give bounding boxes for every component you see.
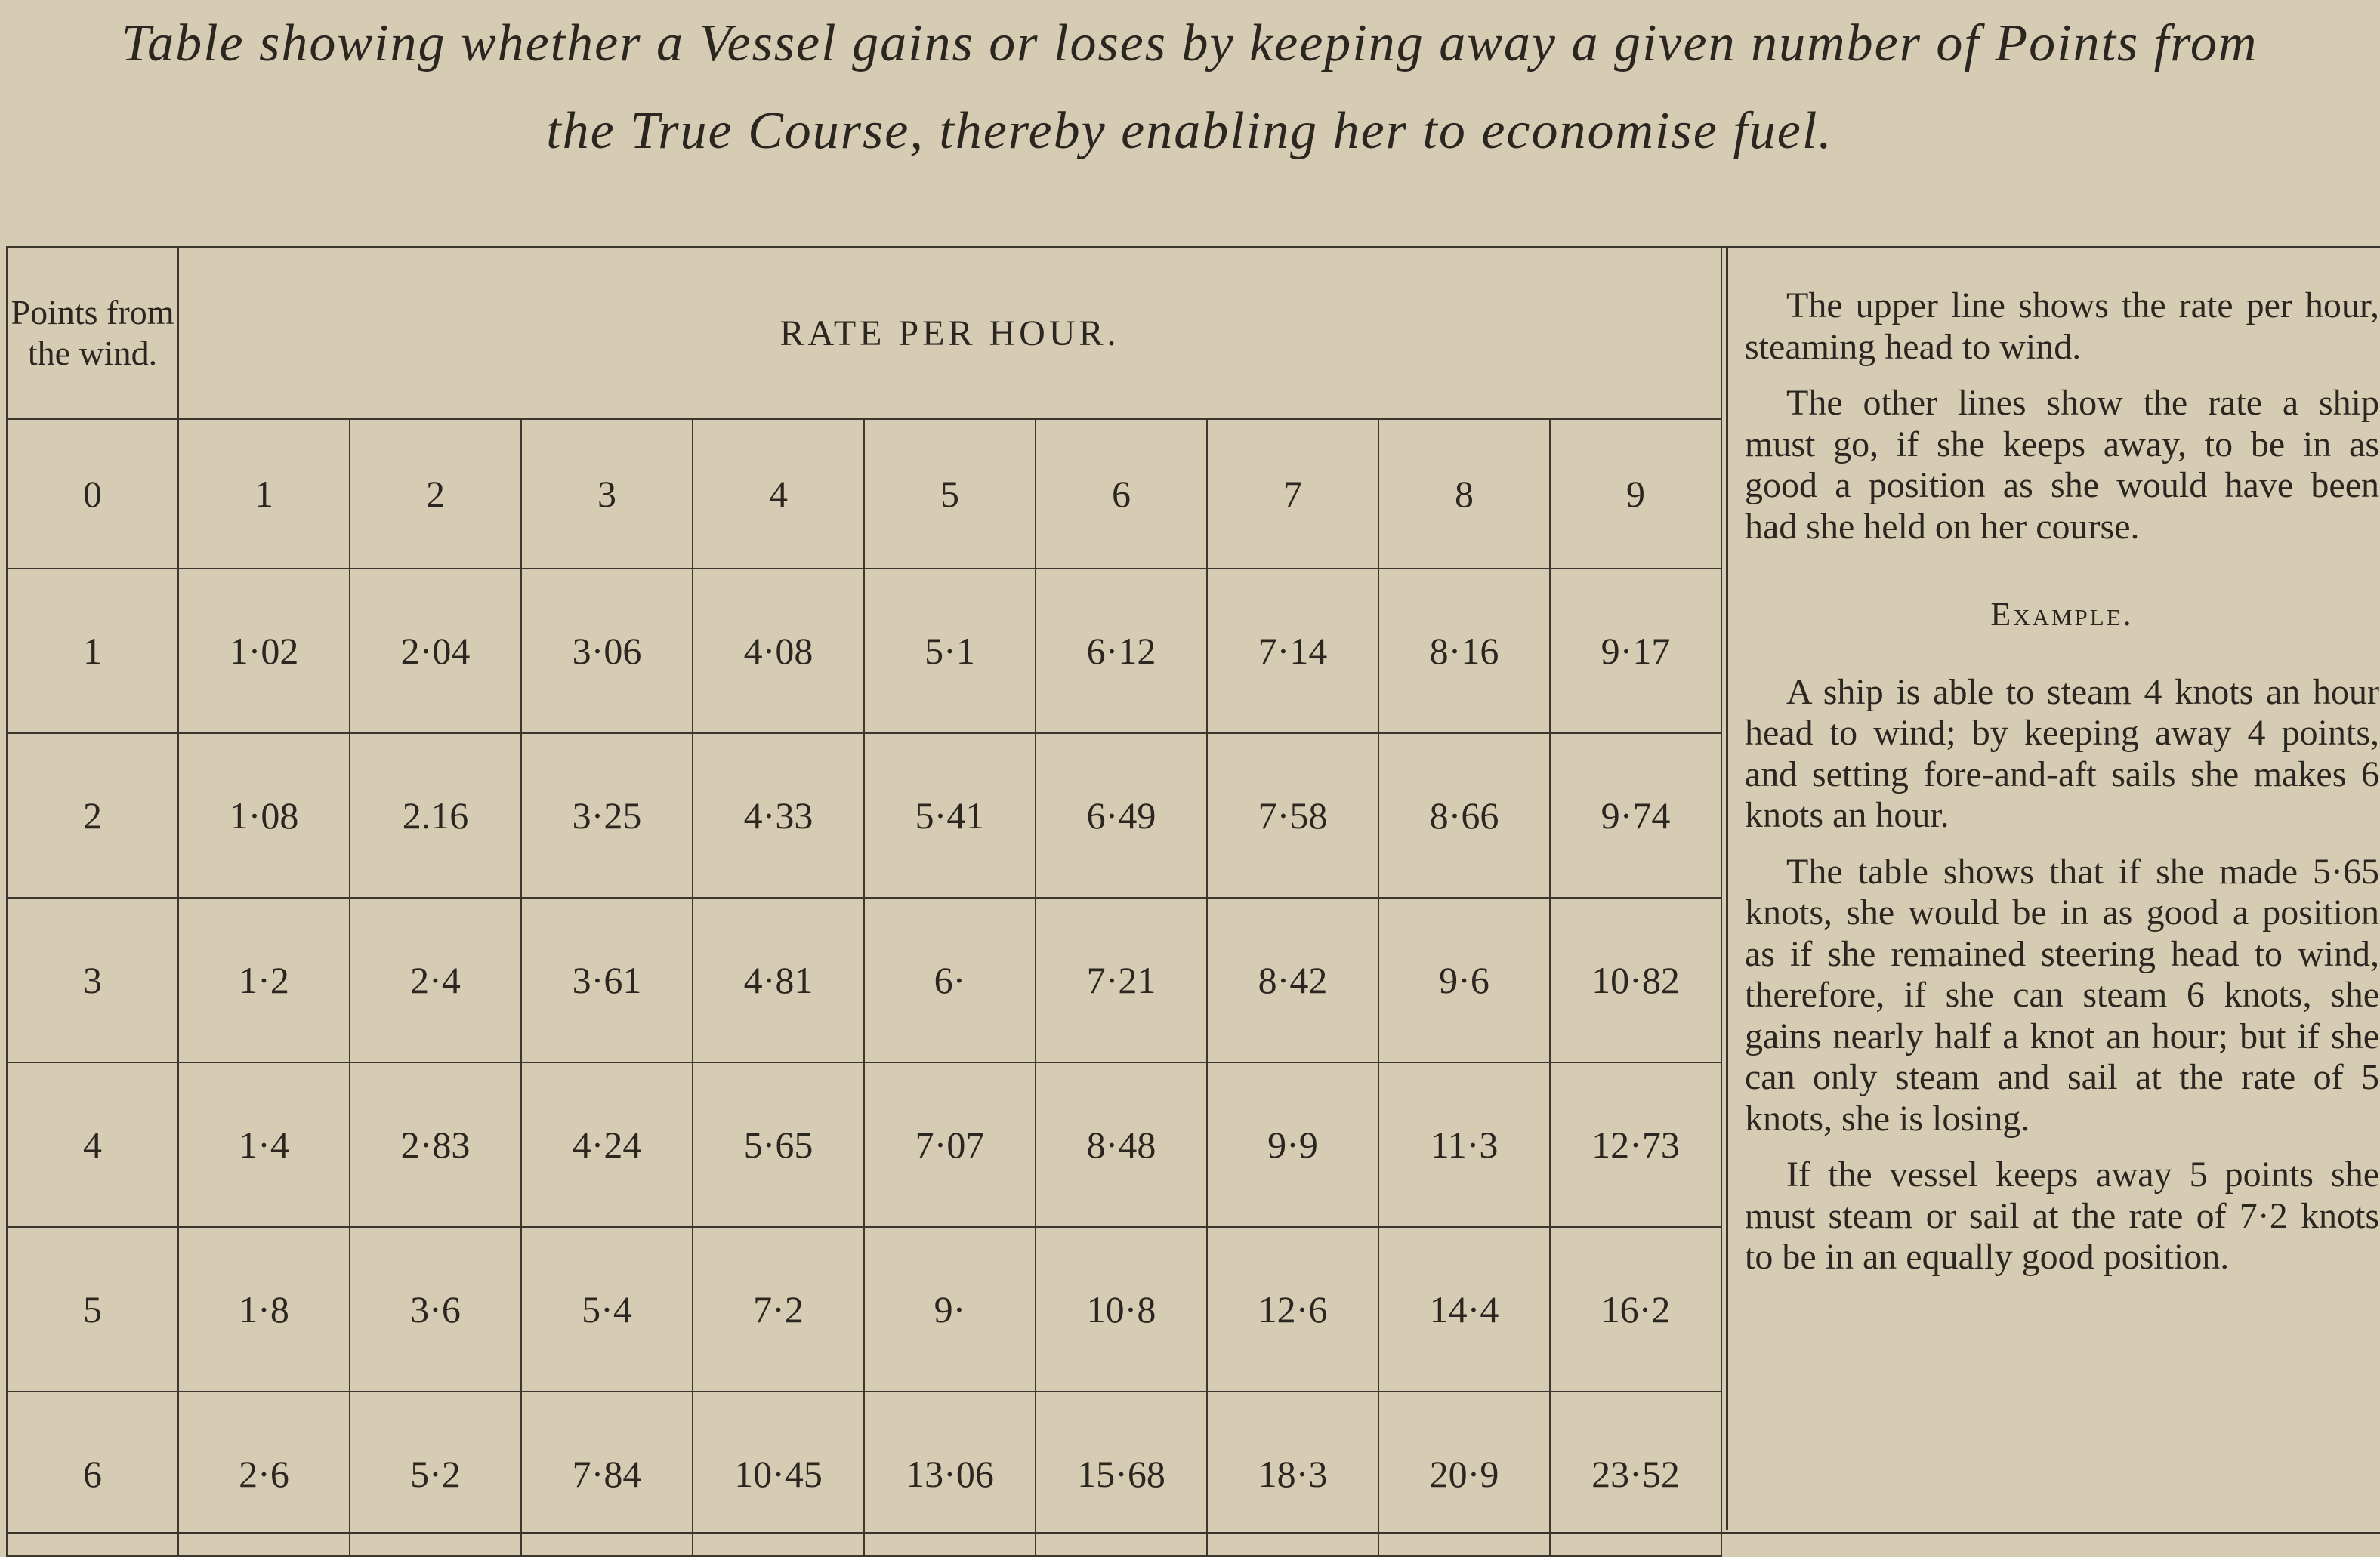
rate-cell: 3·61 [521,898,693,1062]
rate-cell: 16·2 [1550,1227,1721,1392]
rate-cell: 1·8 [178,1227,350,1392]
table-row [7,1062,1721,1227]
rate-cell: 8·66 [1378,733,1550,898]
rate-cell: 7·84 [521,1392,693,1556]
rate-cell: 7·58 [1207,733,1378,898]
rate-cell: 9· [864,1227,1036,1392]
rate-cell: 7·14 [1207,569,1378,733]
rate-cell: 5·41 [864,733,1036,898]
rate-cell: 5·65 [693,1062,864,1227]
rate-cell: 23·52 [1550,1392,1721,1556]
column-header: 5 [864,419,1036,569]
rate-cell: 7·21 [1036,898,1207,1062]
page-title [45,0,2334,175]
column-header: 3 [521,419,693,569]
rate-cell: 1·02 [178,569,350,733]
rate-cell: 1·4 [178,1062,350,1227]
column-header: 7 [1207,419,1378,569]
rate-cell: 9·9 [1207,1062,1378,1227]
rate-cell: 4·81 [693,898,864,1062]
column-header-row [7,419,1721,569]
table-row [7,1392,1721,1556]
rate-cell: 3·25 [521,733,693,898]
rate-cell: 6·49 [1036,733,1207,898]
rate-table [6,246,1722,1557]
example-heading: Example. [1990,596,2134,633]
table-body [7,569,1721,1556]
rate-cell: 8·48 [1036,1062,1207,1227]
rate-cell: 12·73 [1550,1062,1721,1227]
rate-cell: 7·07 [864,1062,1036,1227]
rate-cell: 6· [864,898,1036,1062]
column-header: 6 [1036,419,1207,569]
column-header: 4 [693,419,864,569]
table-header-row [7,247,1721,419]
rate-cell: 2·83 [350,1062,521,1227]
rate-cell: 5·4 [521,1227,693,1392]
title-line-2: the True Course, thereby enabling her to economise fuel. [546,102,1833,160]
rate-cell: 2·4 [350,898,521,1062]
explanation-sidebar [1726,246,2379,1530]
rate-cell: 8·42 [1207,898,1378,1062]
rate-cell: 2.16 [350,733,521,898]
points-from-wind-header: Points from the wind. [7,247,178,419]
rate-cell: 10·8 [1036,1227,1207,1392]
rate-cell: 3·06 [521,569,693,733]
rate-cell: 1·08 [178,733,350,898]
rate-cell: 12·6 [1207,1227,1378,1392]
rate-cell: 18·3 [1207,1392,1378,1556]
points-cell: 3 [7,898,178,1062]
points-cell: 5 [7,1227,178,1392]
rate-cell: 7·2 [693,1227,864,1392]
title-line-1: Table showing whether a Vessel gains or loses by keeping away a given number of Points from [121,14,2258,72]
rate-cell: 9·17 [1550,569,1721,733]
points-cell: 6 [7,1392,178,1556]
rate-cell: 11·3 [1378,1062,1550,1227]
rate-cell: 1·2 [178,898,350,1062]
column-header: 1 [178,419,350,569]
table-row [7,733,1721,898]
table-row [7,569,1721,733]
column-header: 9 [1550,419,1721,569]
rate-cell: 13·06 [864,1392,1036,1556]
rate-cell: 2·04 [350,569,521,733]
rate-cell: 6·12 [1036,569,1207,733]
rate-cell: 9·6 [1378,898,1550,1062]
rate-cell: 14·4 [1378,1227,1550,1392]
rate-cell: 2·6 [178,1392,350,1556]
example-paragraph: The table shows that if she made 5·65 knots, she would be in as good a position as if she remained steering head to wind, therefore, if she can steam 6 knots, she gains nearly half a knot an hour; but if she can only steam and sail at the rate of 5 knots, she is losing. [1745,851,2379,1139]
column-header: 2 [350,419,521,569]
rate-cell: 4·33 [693,733,864,898]
table-row [7,898,1721,1062]
rate-cell: 4·24 [521,1062,693,1227]
rate-cell: 10·45 [693,1392,864,1556]
rate-cell: 5·1 [864,569,1036,733]
rate-cell: 10·82 [1550,898,1721,1062]
rate-per-hour-header: RATE PER HOUR. [178,247,1721,419]
column-header: 8 [1378,419,1550,569]
rate-cell: 9·74 [1550,733,1721,898]
points-cell: 1 [7,569,178,733]
explanation-paragraph: The other lines show the rate a ship must go, if she keeps away, to be in as good a position as she would have been had she held on her course. [1745,383,2379,547]
rate-cell: 8·16 [1378,569,1550,733]
example-paragraph: A ship is able to steam 4 knots an hour head to wind; by keeping away 4 points, and setting fore-and-aft sails she makes 6 knots an hour. [1745,671,2379,835]
example-paragraph: If the vessel keeps away 5 points she must steam or sail at the rate of 7·2 knots to be in an equally good position. [1745,1155,2379,1277]
points-cell: 2 [7,733,178,898]
rate-cell: 15·68 [1036,1392,1207,1556]
rate-cell: 5·2 [350,1392,521,1556]
explanation-paragraph: The upper line shows the rate per hour, steaming head to wind. [1745,285,2379,367]
rate-cell: 3·6 [350,1227,521,1392]
rate-cell: 20·9 [1378,1392,1550,1556]
rate-cell: 4·08 [693,569,864,733]
table-row [7,1227,1721,1392]
column-header: 0 [7,419,178,569]
points-cell: 4 [7,1062,178,1227]
